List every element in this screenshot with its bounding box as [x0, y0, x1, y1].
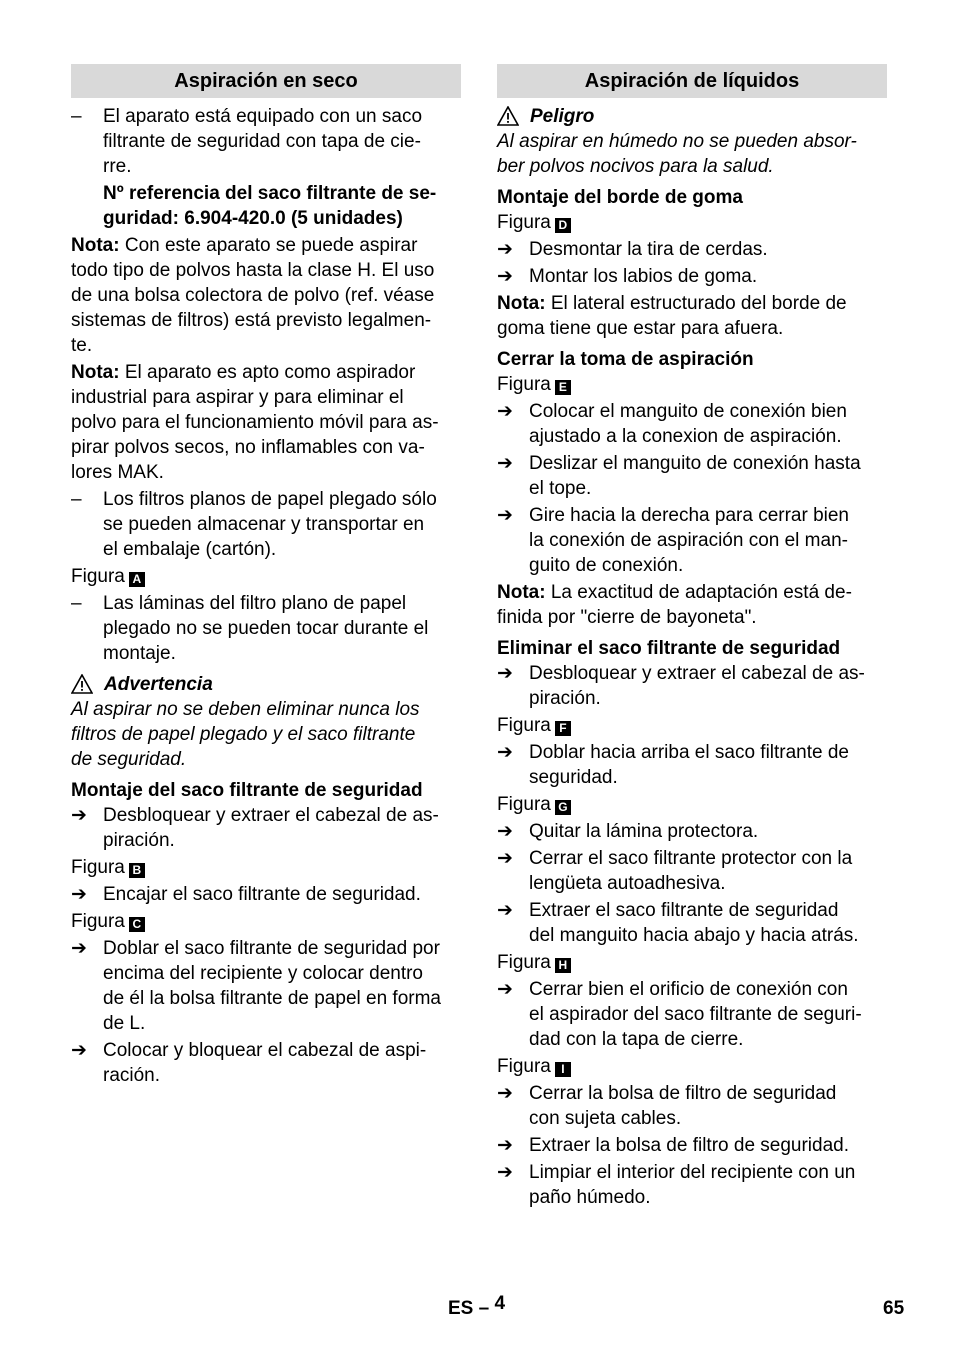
- figure-ref: Figura D: [497, 210, 887, 235]
- action-step: ➔ Cerrar bien el orificio de conexión con el aspirador del saco filtrante de seguri- dad con la tapa de cierre.: [497, 979, 862, 1050]
- action-step: ➔ Desbloquear y extraer el cabezal de as- piración.: [71, 805, 439, 851]
- figure-letter-i: I: [555, 1062, 571, 1077]
- subheading: Eliminar el saco filtrante de seguridad: [497, 638, 841, 659]
- action-step: ➔ Extraer el saco filtrante de seguridad del manguito hacia abajo y hacia atrás.: [497, 900, 859, 946]
- figure-letter-b: B: [129, 863, 145, 878]
- arrow-icon: ➔: [71, 884, 87, 905]
- figure-letter-e: E: [555, 380, 571, 395]
- arrow-icon: ➔: [497, 505, 513, 526]
- figure-ref: Figura F: [497, 713, 887, 738]
- action-step: ➔ Quitar la lámina protectora.: [497, 821, 759, 842]
- danger-text: Al aspirar en húmedo no se pueden absor- ber polvos nocivos para la salud.: [497, 131, 857, 177]
- arrow-icon: ➔: [497, 239, 513, 260]
- arrow-icon: ➔: [497, 900, 513, 921]
- arrow-icon: ➔: [497, 1083, 513, 1104]
- arrow-icon: ➔: [497, 1162, 513, 1183]
- figure-letter-c: C: [129, 917, 145, 932]
- arrow-icon: ➔: [497, 979, 513, 1000]
- arrow-icon: ➔: [497, 663, 513, 684]
- warning-triangle-icon: [497, 106, 519, 126]
- warning-text: Al aspirar no se deben eliminar nunca los filtros de papel plegado y el saco filtrante de seguridad.: [71, 699, 420, 770]
- action-step: ➔ Doblar el saco filtrante de seguridad por encima del recipiente y colocar dentro de él la bolsa filtrante de papel en forma de L.: [71, 938, 441, 1034]
- figure-letter-h: H: [555, 958, 571, 973]
- action-step: ➔ Doblar hacia arriba el saco filtrante de seguridad.: [497, 742, 850, 788]
- arrow-icon: ➔: [497, 266, 513, 287]
- list-item: – Las láminas del filtro plano de papel plegado no se pueden tocar durante el montaje.: [71, 593, 429, 664]
- action-step: ➔ Gire hacia la derecha para cerrar bien la conexión de aspiración con el man- guito de conexión.: [497, 505, 850, 576]
- arrow-icon: ➔: [497, 821, 513, 842]
- arrow-icon: ➔: [71, 938, 87, 959]
- footer-section-label: ES – 4: [448, 1293, 506, 1319]
- reference-number: Nº referencia del saco filtrante de se- guridad: 6.904-420.0 (5 unidades): [103, 183, 437, 229]
- list-item: – Los filtros planos de papel plegado sólo se pueden almacenar y transportar en el embalaje (cartón).: [71, 489, 437, 560]
- action-step: ➔ Cerrar el saco filtrante protector con la lengüeta autoadhesiva.: [497, 848, 853, 894]
- figure-ref: Figura E: [497, 372, 887, 397]
- list-item: – El aparato está equipado con un saco filtrante de seguridad con tapa de cie- rre.: [71, 106, 423, 177]
- figure-ref: Figura A: [71, 564, 461, 589]
- note: Nota: El aparato es apto como aspirador industrial para aspirar y para eliminar el polvo para el funcionamiento móvil para as- pirar polvos secos, no inflamables con va- lores MAK.: [71, 362, 439, 483]
- right-column: [497, 64, 887, 1212]
- action-step: ➔ Encajar el saco filtrante de seguridad.: [71, 884, 421, 905]
- arrow-icon: ➔: [497, 401, 513, 422]
- action-step: ➔ Colocar el manguito de conexión bien ajustado a la conexion de aspiración.: [497, 401, 847, 447]
- action-step: ➔ Cerrar la bolsa de filtro de seguridad con sujeta cables.: [497, 1083, 837, 1129]
- figure-letter-a: A: [129, 572, 145, 587]
- figure-letter-d: D: [555, 218, 571, 233]
- warning-title: Advertencia: [71, 672, 461, 697]
- warning-triangle-icon: [71, 674, 93, 694]
- page-number: 65: [883, 1298, 905, 1319]
- figure-letter-g: G: [555, 800, 571, 815]
- danger-title: Peligro: [497, 104, 887, 129]
- figure-ref: Figura H: [497, 950, 887, 975]
- figure-letter-f: F: [555, 721, 571, 736]
- note: Nota: Con este aparato se puede aspirar todo tipo de polvos hasta la clase H. El uso de una bolsa colectora de polvo (ref. véase sistemas de filtros) está previsto legalmen- te.: [71, 235, 435, 356]
- figure-ref: Figura G: [497, 792, 887, 817]
- arrow-icon: ➔: [497, 848, 513, 869]
- subheading: Montaje del saco filtrante de seguridad: [71, 780, 423, 801]
- action-step: ➔ Limpiar el interior del recipiente con un paño húmedo.: [497, 1162, 856, 1208]
- action-step: ➔ Deslizar el manguito de conexión hasta el tope.: [497, 453, 861, 499]
- figure-ref: Figura B: [71, 855, 461, 880]
- arrow-icon: ➔: [497, 742, 513, 763]
- action-step: ➔ Extraer la bolsa de filtro de seguridad.: [497, 1135, 850, 1156]
- subheading: Montaje del borde de goma: [497, 187, 743, 208]
- action-step: ➔ Desmontar la tira de cerdas.: [497, 239, 768, 260]
- figure-ref: Figura C: [71, 909, 461, 934]
- arrow-icon: ➔: [71, 805, 87, 826]
- action-step: ➔ Desbloquear y extraer el cabezal de as- piración.: [497, 663, 865, 709]
- arrow-icon: ➔: [497, 453, 513, 474]
- subheading: Cerrar la toma de aspiración: [497, 349, 754, 370]
- action-step: ➔ Montar los labios de goma.: [497, 266, 758, 287]
- left-column: [71, 64, 461, 1090]
- action-step: ➔ Colocar y bloquear el cabezal de aspi- ración.: [71, 1040, 427, 1086]
- note: Nota: La exactitud de adaptación está de- finida por "cierre de bayoneta".: [497, 582, 852, 628]
- figure-ref: Figura I: [497, 1054, 887, 1079]
- note: Nota: El lateral estructurado del borde de goma tiene que estar para afuera.: [497, 293, 847, 339]
- arrow-icon: ➔: [497, 1135, 513, 1156]
- arrow-icon: ➔: [71, 1040, 87, 1061]
- section-header-liquids: Aspiración de líquidos: [497, 64, 887, 98]
- section-header-dry: Aspiración en seco: [71, 64, 461, 98]
